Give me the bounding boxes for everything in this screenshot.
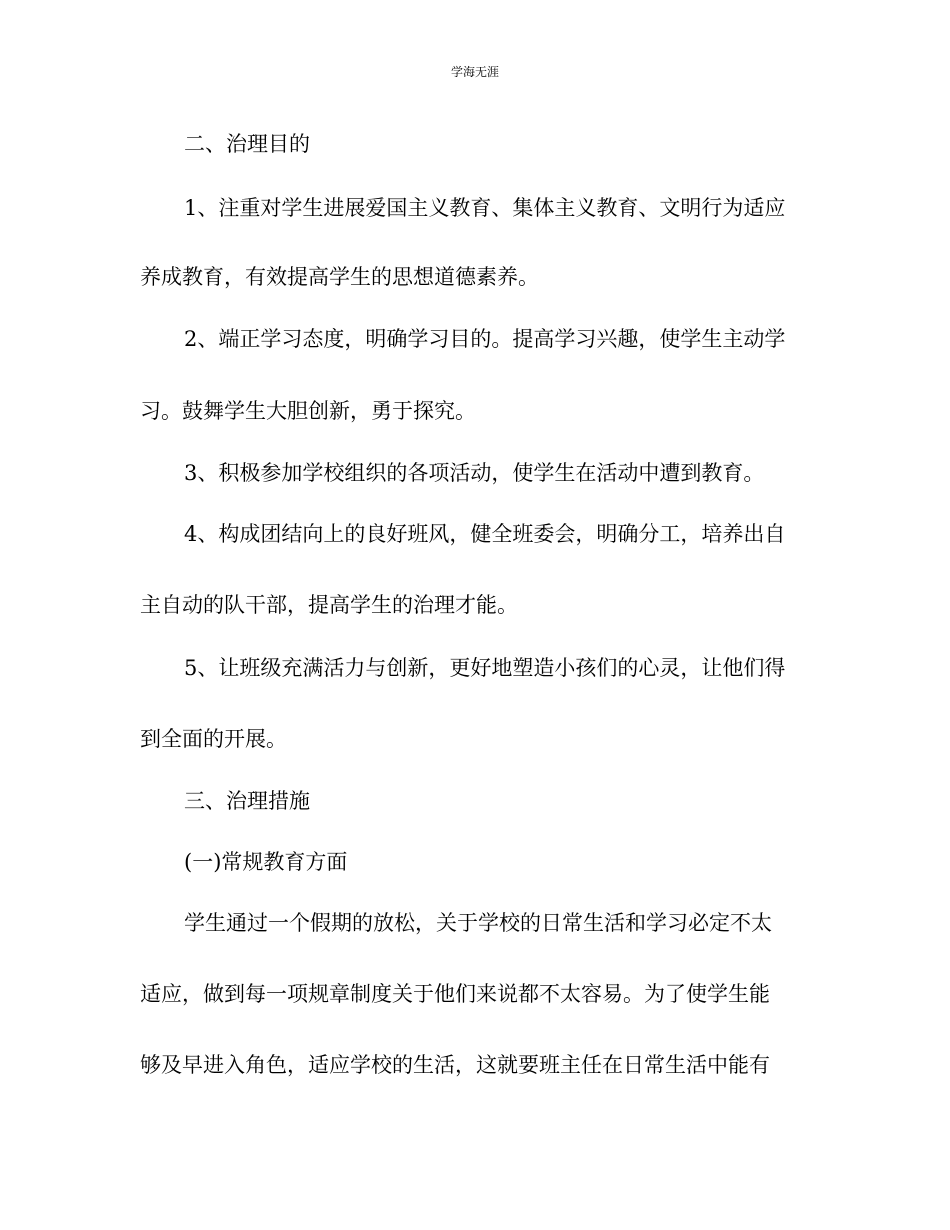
paragraph-line: 适应，做到每一项规章制度关于他们来说都不太容易。为了使学生能 [140, 982, 770, 1006]
paragraph-line: 习。鼓舞学生大胆创新，勇于探究。 [140, 399, 476, 423]
page-header: 学海无涯 [450, 65, 499, 79]
paragraph-line: 5、让班级充满活力与创新，更好地塑造小孩们的心灵，让他们得 [184, 656, 786, 680]
section-heading-goals: 二、治理目的 [184, 132, 310, 156]
paragraph-line: 4、构成团结向上的良好班风，健全班委会，明确分工，培养出自 [184, 522, 786, 546]
paragraph-line: 1、注重对学生进展爱国主义教育、集体主义教育、文明行为适应 [184, 196, 786, 220]
paragraph-line: 够及早进入角色，适应学校的生活，这就要班主任在日常生活中能有 [140, 1053, 770, 1077]
paragraph-line: 2、端正学习态度，明确学习目的。提高学习兴趣，使学生主动学 [184, 327, 786, 351]
section-heading-measures: 三、治理措施 [184, 789, 310, 813]
paragraph-line: 养成教育，有效提高学生的思想道德素养。 [140, 265, 539, 289]
subsection-heading: (一)常规教育方面 [184, 850, 348, 874]
paragraph-line: 主自动的队干部，提高学生的治理才能。 [140, 593, 518, 617]
paragraph-line: 学生通过一个假期的放松，关于学校的日常生活和学习必定不太 [184, 911, 772, 935]
paragraph-line: 到全面的开展。 [140, 727, 287, 751]
paragraph-line: 3、积极参加学校组织的各项活动，使学生在活动中遭到教育。 [184, 461, 765, 485]
